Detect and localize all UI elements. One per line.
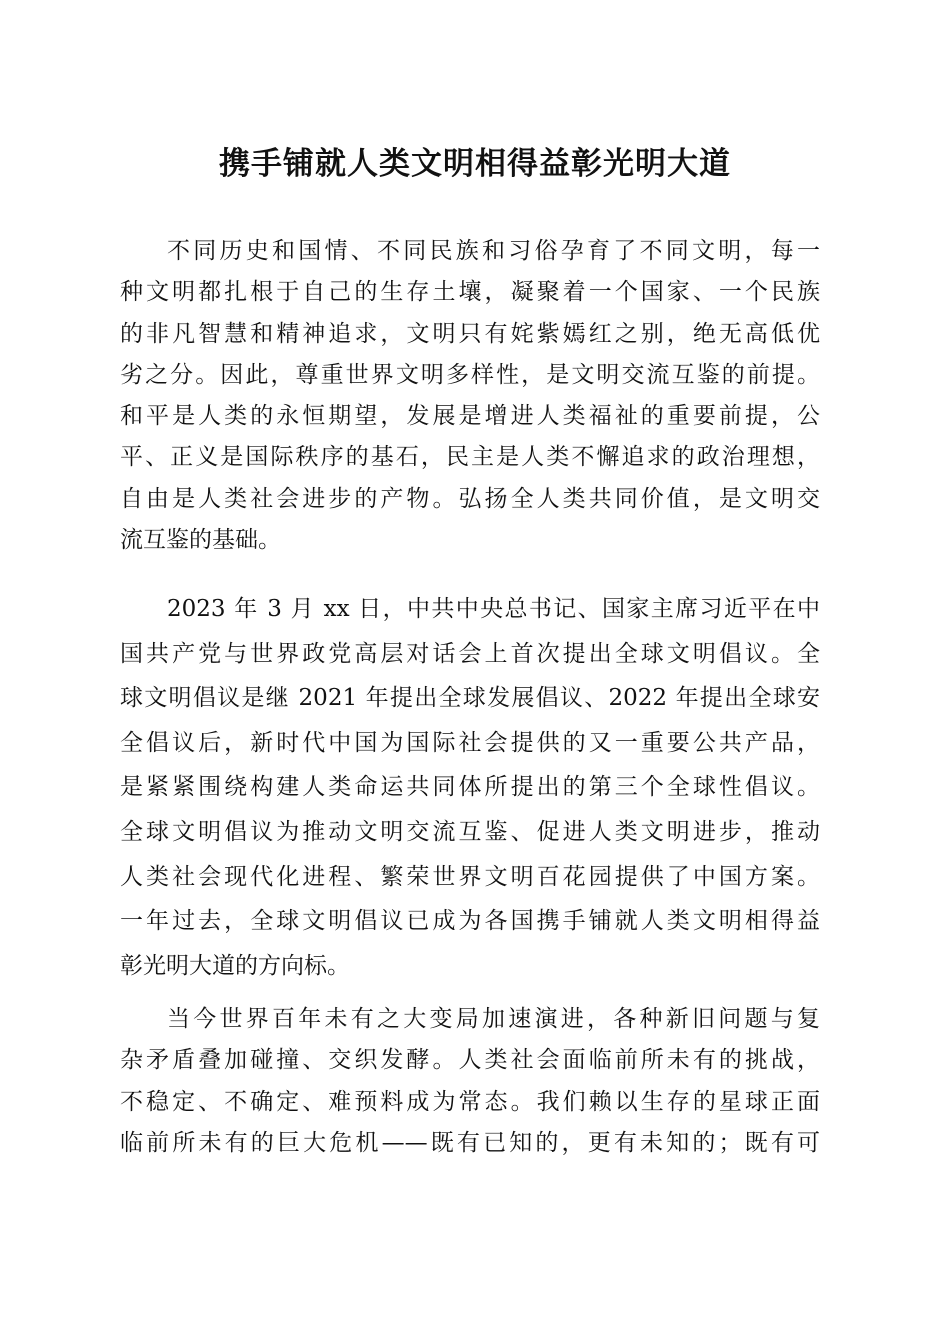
text-line: 不稳定、不确定、难预料成为常态。我们赖以生存的星球正面 <box>120 1088 820 1115</box>
text-line: 全倡议后，新时代中国为国际社会提供的又一重要公共产品， <box>120 729 820 756</box>
text-line: 人类社会现代化进程、繁荣世界文明百花园提供了中国方案。 <box>120 863 820 890</box>
text-line: 是紧紧围绕构建人类命运共同体所提出的第三个全球性倡议。 <box>120 774 820 801</box>
text-line: 不同历史和国情、不同民族和习俗孕育了不同文明，每一 <box>167 238 820 264</box>
text-line: 的非凡智慧和精神追求，文明只有姹紫嫣红之别，绝无高低优 <box>120 320 820 347</box>
text-line: 临前所未有的巨大危机——既有已知的，更有未知的；既有可 <box>120 1129 820 1156</box>
text-line: 流互鉴的基础。 <box>120 527 281 554</box>
text-line: 平、正义是国际秩序的基石，民主是人类不懈追求的政治理想， <box>120 444 820 471</box>
paragraph-3 <box>120 999 820 1164</box>
text-line: 一年过去，全球文明倡议已成为各国携手铺就人类文明相得益 <box>120 908 820 935</box>
text-line: 自由是人类社会进步的产物。弘扬全人类共同价值，是文明交 <box>120 485 820 512</box>
paragraph-2 <box>120 587 820 988</box>
text-line: 球文明倡议是继 2021 年提出全球发展倡议、2022 年提出全球安 <box>120 685 820 712</box>
text-line: 当今世界百年未有之大变局加速演进，各种新旧问题与复 <box>167 1006 820 1032</box>
text-line: 种文明都扎根于自己的生存土壤，凝聚着一个国家、一个民族 <box>120 279 820 306</box>
document-title: 携手铺就人类文明相得益彰光明大道 <box>219 146 731 182</box>
text-line: 劣之分。因此，尊重世界文明多样性，是文明交流互鉴的前提。 <box>120 361 820 388</box>
text-line: 2023 年 3 月 xx 日，中共中央总书记、国家主席习近平在中 <box>167 596 820 622</box>
text-line: 杂矛盾叠加碰撞、交织发酵。人类社会面临前所未有的挑战， <box>120 1047 820 1074</box>
text-line: 和平是人类的永恒期望，发展是增进人类福祉的重要前提，公 <box>120 403 820 430</box>
text-line: 国共产党与世界政党高层对话会上首次提出全球文明倡议。全 <box>120 640 820 667</box>
text-line: 全球文明倡议为推动文明交流互鉴、促进人类文明进步，推动 <box>120 818 820 845</box>
text-line: 彰光明大道的方向标。 <box>120 952 350 979</box>
paragraph-1 <box>120 231 820 561</box>
